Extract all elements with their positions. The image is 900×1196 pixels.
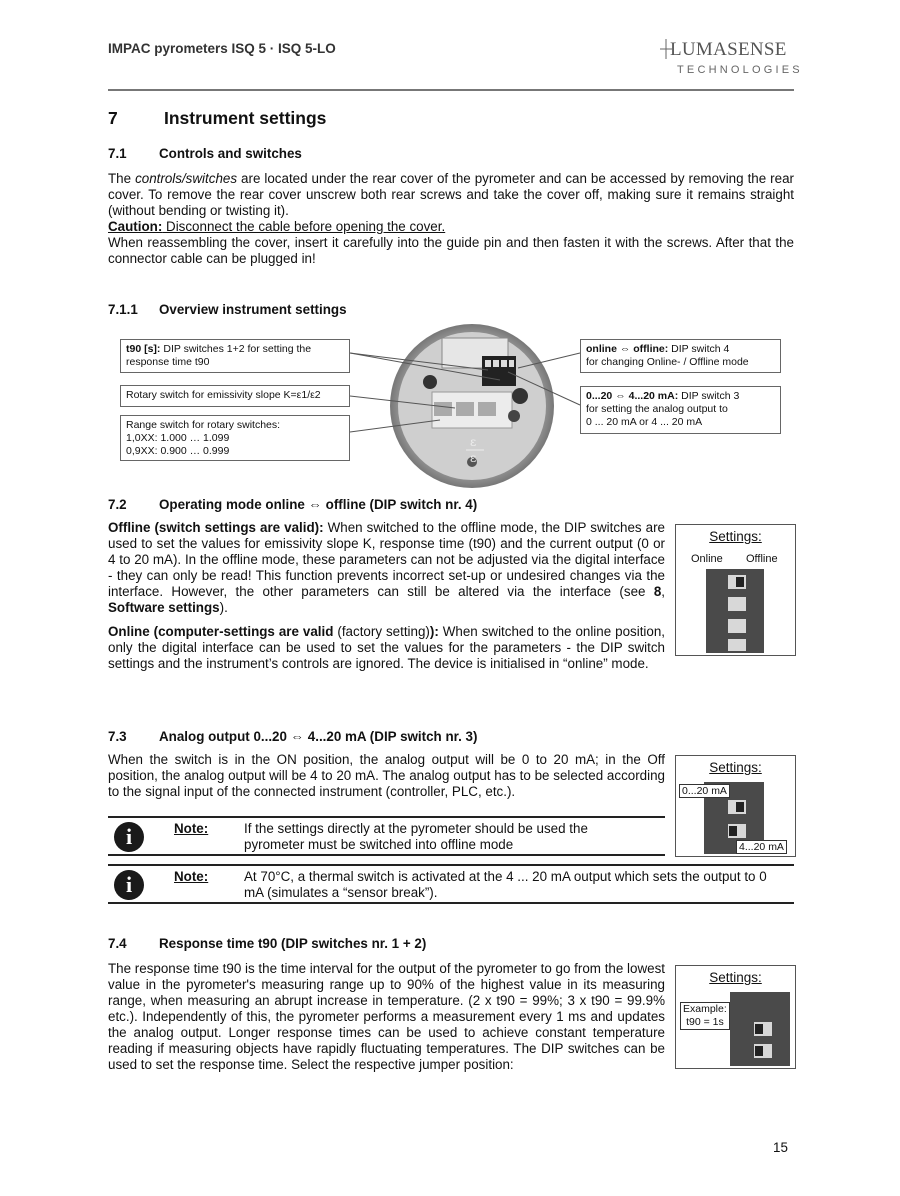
- heading-number: 7.4: [108, 936, 127, 951]
- svg-text:ε: ε: [470, 451, 477, 465]
- callout-online-offline: [580, 339, 781, 373]
- example-value: t90 = 1s: [686, 1016, 724, 1028]
- callout-line: 0,9XX: 0.900 … 0.999: [126, 445, 230, 457]
- note-1: [108, 816, 665, 856]
- heading-title: Operating mode online ⇔ offline (DIP switch nr. 4): [159, 497, 478, 512]
- dip-switch-image: [706, 569, 764, 653]
- heading-7-3: [108, 729, 708, 747]
- ref-title: Software settings: [108, 600, 220, 615]
- info-icon: i: [114, 870, 144, 900]
- callout-line: 0 ... 20 mA or 4 ... 20 mA: [586, 416, 703, 428]
- heading-number: 7.1: [108, 146, 127, 161]
- callout-bold: t90 [s]:: [126, 343, 161, 355]
- note-2: [108, 864, 794, 904]
- heading-number: 7.2: [108, 497, 127, 512]
- callout-line: for changing Online- / Offline mode: [586, 356, 749, 368]
- online-factory: (factory setting): [333, 624, 430, 639]
- note-label: Note:: [174, 869, 209, 884]
- online-label: Online (computer-settings are valid: [108, 624, 334, 639]
- settings-title: Settings:: [709, 529, 762, 544]
- example-label: Example:: [683, 1003, 727, 1015]
- example-tag: [680, 1002, 730, 1030]
- heading-7-2: [108, 497, 708, 515]
- section-heading-7: [108, 108, 326, 129]
- page-number: 15: [773, 1140, 788, 1155]
- callout-line: for setting the analog output to: [586, 403, 728, 415]
- heading-title: Overview instrument settings: [159, 302, 347, 317]
- note-rule: [108, 864, 794, 866]
- callout-bold: 0...20 ⇔ 4...20 mA:: [586, 390, 679, 402]
- paragraph-7-1: [108, 171, 794, 267]
- note-rule: [108, 854, 665, 856]
- settings-title: Settings:: [709, 970, 762, 985]
- offline-label: Offline: [746, 553, 778, 565]
- emphasis: controls/switches: [135, 171, 238, 186]
- settings-box-response-time: [675, 965, 796, 1069]
- note-text: At 70°C, a thermal switch is activated at the 4 ... 20 mA output which sets the output to 0 mA (simulates a “sensor break”).: [244, 869, 767, 900]
- callout-range: [120, 415, 350, 461]
- pyrometer-rear-photo: [372, 322, 572, 490]
- callout-text: DIP switches 1+2 for setting the response time t90: [126, 343, 312, 368]
- callout-rotary: Rotary switch for emissivity slope K=ε1/ε2: [120, 385, 350, 407]
- caution-label: Caution:: [108, 219, 163, 234]
- logo-sub: TECHNOLOGIES: [677, 64, 803, 76]
- settings-title: Settings:: [709, 760, 762, 775]
- callout-text: DIP switch 4: [668, 343, 730, 355]
- offline-text: When switched to the offline mode, the DIP switches are used to set the values for emissivity slope K, response time (t90) and the current output (0 or 4 to 20 mA). In the offline mode, these parameters can not be adjusted via the digital interface - they can only be read! This function prevents incorrect set-up or undesired changes via the interface. However, the other parameters can still be altered via the interface (see: [108, 520, 665, 599]
- heading-number: 7.1.1: [108, 302, 138, 317]
- tag-4-20: 4...20 mA: [736, 840, 787, 854]
- paragraph-7-2: [108, 520, 665, 672]
- callout-t90: [120, 339, 350, 373]
- offline-label: Offline (switch settings are valid):: [108, 520, 324, 535]
- callout-line: 1,0XX: 1.000 … 1.099: [126, 432, 230, 444]
- text: The: [108, 171, 136, 186]
- document-header-title: IMPAC pyrometers ISQ 5 · ISQ 5-LO: [108, 41, 336, 56]
- note-rule: [108, 902, 794, 904]
- heading-7-4: [108, 936, 708, 954]
- logo-name: LUMASENSE: [670, 39, 787, 60]
- note-text: If the settings directly at the pyrometer should be used the pyrometer must be switched into offline mode: [244, 821, 588, 852]
- callout-bold: online ⇔ offline:: [586, 343, 669, 355]
- ref-number: 8: [653, 584, 662, 599]
- header-rule: [108, 89, 794, 91]
- settings-box-analog: [675, 755, 796, 857]
- svg-text:ε: ε: [470, 435, 477, 449]
- caution-text: Disconnect the cable before opening the cover: [162, 219, 442, 234]
- paragraph-reassemble: When reassembling the cover, insert it carefully into the guide pin and then fasten it with the screws. After that the connector cable can be plugged in!: [108, 235, 794, 266]
- heading-title: Analog output 0...20 ⇔ 4...20 mA (DIP switch nr. 3): [159, 729, 478, 744]
- heading-number: 7.3: [108, 729, 127, 744]
- callout-analog: [580, 386, 781, 434]
- text: are located under the rear cover of the pyrometer and can be accessed by removing the rear cover. To remove the rear cover unscrew both rear screws and take the cover off, making sure it remains straight (without bending or twisting it).: [108, 171, 794, 218]
- paragraph-7-4: The response time t90 is the time interval for the output of the pyrometer to go from the lowest value in the pyrometer's measuring range up to 90% of the highest value in its measuring range, when measuring an abrupt increase in temperature. (2 x t90 = 99%; 3 x t90 = 99.9% etc.). Independently of this, the pyrometer performs a measurement every 1 ms and updates the analog output. Longer response times can be used to achieve constant temperature reading if measuring objects have rapidly fluctuating temperatures. The DIP switches can be used to set the response time. Select the respective jumper position:: [108, 961, 665, 1072]
- heading-title: Response time t90 (DIP switches nr. 1 + 2): [159, 936, 427, 951]
- callout-line: Range switch for rotary switches:: [126, 419, 281, 431]
- online-text: When switched to the online position, only the digital interface can be used to set the values for the parameters - the DIP switch settings and the instrument’s controls are ignored. The device is initialised in “online” mode.: [108, 624, 666, 671]
- settings-box-online-offline: [675, 524, 796, 656]
- lumasense-logo: [660, 39, 803, 83]
- online-label-end: ):: [429, 624, 439, 639]
- caution-end: .: [441, 219, 446, 234]
- note-rule: [108, 816, 665, 818]
- text-end: ).: [219, 600, 228, 615]
- tag-0-20: 0...20 mA: [679, 784, 730, 798]
- section-number: 7: [108, 108, 118, 128]
- section-title: Instrument settings: [164, 108, 327, 128]
- note-label: Note:: [174, 821, 209, 836]
- online-label: Online: [691, 553, 723, 565]
- callout-text: DIP switch 3: [678, 390, 740, 402]
- dip-switch-image: [730, 992, 790, 1066]
- heading-title: Controls and switches: [159, 146, 302, 161]
- info-icon: i: [114, 822, 144, 852]
- heading-7-1: [108, 146, 708, 164]
- heading-7-1-1: [108, 302, 708, 320]
- ref-sep: ,: [661, 584, 665, 599]
- paragraph-7-3: When the switch is in the ON position, the analog output will be 0 to 20 mA; in the Off position, the analog output will be 4 to 20 mA. The analog output has to be selected according to the signal input of the connected instrument (controller, PLC, etc.).: [108, 752, 665, 799]
